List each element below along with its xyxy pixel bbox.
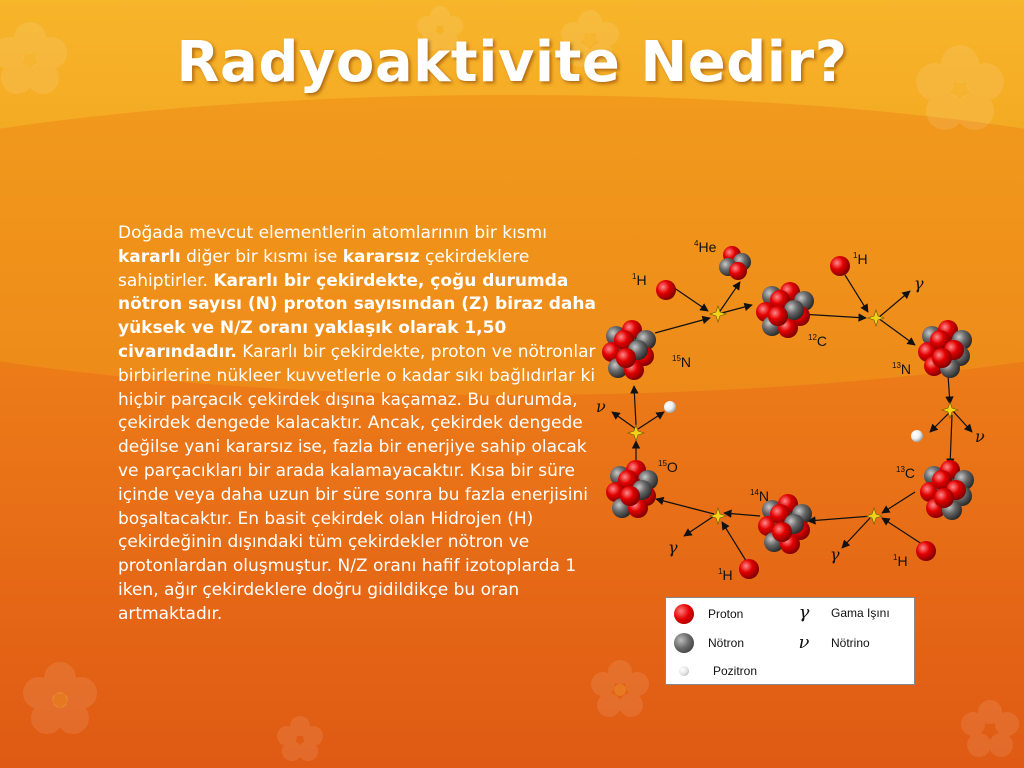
legend-item-proton [674, 604, 743, 624]
body-text-segment: Kararlı bir çekirdekte, proton ve nötronlar birbirlerine nükleer kuvvetlerle o kadar sıkı bağlıdırlar ki hiçbir parçacık çekirdek dışına kaçamaz. Bu durumda, çekirdek dengede kalacaktır. Ancak, çekirdek dengede değilse yani kararsız ise, fazla bir enerjiye sahip olacak ve parçacıkları bir arada kalamayacaktır. Kısa bir süre içinde veya daha uzun bir süre sonra bu fazla enerjisini boşaltacaktır. En basit çekirdek olan Hidrojen (H) çekirdeğinin dışındaki tüm çekirdekler nötron ve protonlardan oluşmuştur. N/Z oranı hafif izotoplarda 1 iken, ağır çekirdeklere doğru gidildikçe bu oran artmaktadır. [118, 341, 596, 624]
body-text-bold-segment: kararlı [118, 246, 181, 267]
label-h-bottom-left: $^1$H [718, 567, 733, 583]
proton-h-top-left [656, 280, 676, 300]
proton-icon [674, 604, 694, 624]
gamma-icon: γ [798, 602, 810, 623]
label-n15: $^{15}$N [672, 354, 692, 370]
legend-item-gamma [791, 602, 890, 623]
body-text-segment: diğer bir kısmı ise [180, 246, 343, 267]
proton-h-bottom-right [916, 541, 936, 561]
legend-label-positron: Pozitron [713, 664, 758, 678]
label-he: $^4$He [694, 239, 717, 255]
body-text-segment: çekirdeklere sahiptirler. [118, 246, 530, 291]
n13-nucleus [918, 320, 972, 378]
gamma-bottom-left: γ [668, 538, 678, 557]
nu-right: ν [975, 427, 985, 446]
legend-label-gamma: Gama Işını [831, 605, 890, 620]
c13-nucleus [920, 460, 974, 520]
o15-nucleus [606, 460, 658, 518]
legend-item-neutron [674, 633, 744, 653]
c12-nucleus [756, 282, 814, 338]
gamma-top-right: γ [914, 274, 924, 293]
n15-nucleus [602, 320, 656, 380]
nu-left: ν [596, 397, 606, 416]
diagram-legend [665, 597, 915, 685]
slide-title: Radyoaktivite Nedir? [176, 30, 848, 95]
legend-label-proton: Proton [708, 607, 744, 621]
proton-h-top-right [830, 256, 850, 276]
positron-right [911, 430, 923, 442]
gamma-bottom-middle: γ [830, 545, 840, 564]
neutrino-icon: ν [798, 632, 810, 653]
label-n14: $^{14}$N [750, 488, 770, 504]
proton-h-bottom-left [739, 559, 759, 579]
legend-item-positron [674, 664, 757, 678]
body-text-bold-segment: Kararlı bir çekirdekte, çoğu durumda nötron sayısı (N) proton sayısından (Z) biraz daha yüksek ve N/Z oranı yaklaşık olarak 1,50 civarındadır. [118, 270, 596, 362]
label-h-top-right: $^1$H [853, 251, 868, 267]
body-text-bold-segment: kararsız [342, 246, 420, 267]
positron-icon [679, 666, 689, 676]
neutron-icon [674, 633, 694, 653]
body-text-segment: Doğada mevcut elementlerin atomlarının bir kısmı [118, 223, 547, 243]
body-paragraph [118, 222, 606, 627]
label-o15: $^{15}$O [658, 459, 678, 475]
label-c12: $^{12}$C [808, 333, 828, 349]
positron-left [664, 401, 676, 413]
legend-label-neutron: Nötron [708, 636, 745, 650]
label-c13: $^{13}$C [896, 465, 916, 481]
label-h-top-left: $^1$H [632, 272, 647, 288]
legend-item-neutrino [791, 632, 870, 653]
cno-cycle-diagram [590, 230, 1010, 600]
legend-label-neutrino: Nötrino [831, 635, 870, 650]
label-h-bottom-right: $^1$H [893, 553, 908, 569]
label-n13: $^{13}$N [892, 361, 912, 377]
helium-nucleus [719, 246, 751, 280]
